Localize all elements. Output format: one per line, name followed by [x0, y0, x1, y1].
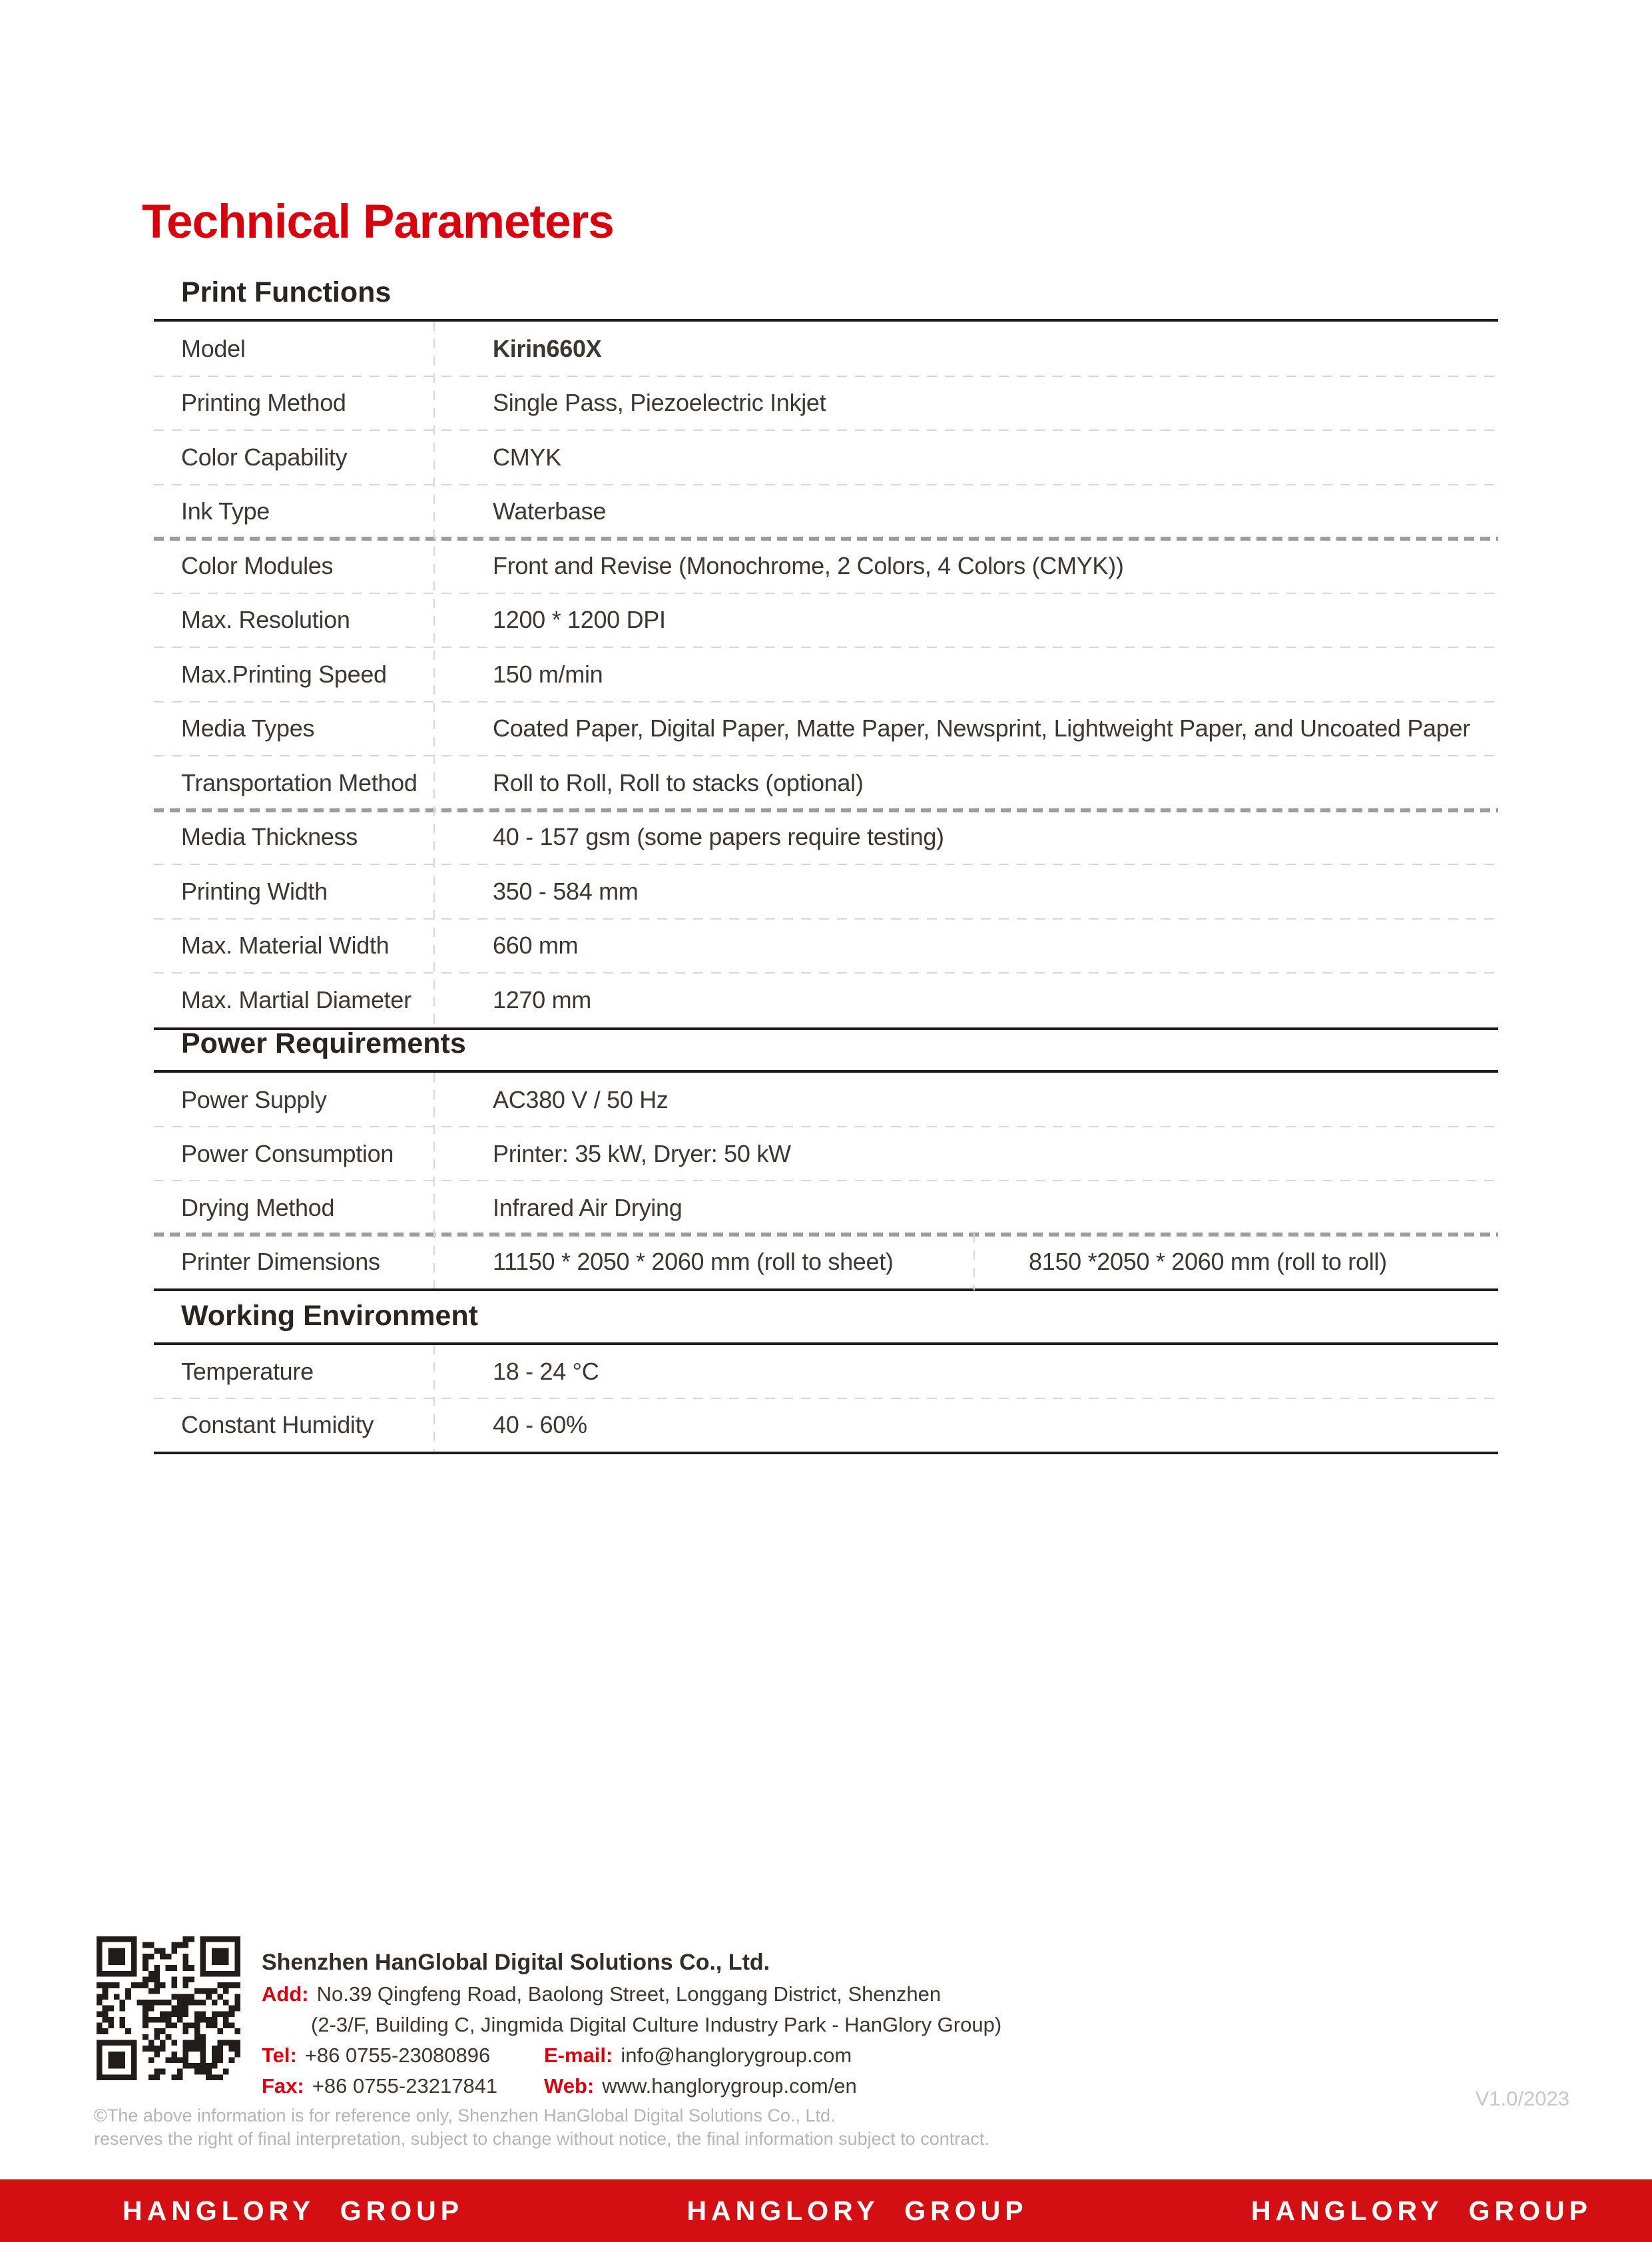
table-row [154, 810, 1498, 865]
fax-web-line [262, 2071, 1001, 2102]
address-text-2: (2-3/F, Building C, Jingmida Digital Culture Industry Park - HanGlory Group) [311, 2013, 1002, 2036]
spec-value [493, 823, 1498, 851]
tel-number: +86 0755-23080896 [304, 2044, 491, 2067]
spec-value-primary: 11150 * 2050 * 2060 mm (roll to sheet) [493, 1247, 894, 1275]
table-row [154, 1398, 1498, 1452]
spec-value [493, 932, 1498, 960]
address-line-2 [262, 2010, 1001, 2040]
spec-value-text: 18 - 24 °C [493, 1358, 599, 1385]
working-environment-table [154, 1342, 1498, 1454]
page-title: Technical Parameters [142, 196, 614, 248]
spec-value [493, 986, 1498, 1014]
spec-value-text: Roll to Roll, Roll to stacks (optional) [493, 768, 864, 796]
fax-label: Fax: [262, 2074, 304, 2098]
hanglory-group-logo: HANGLORY GROUP [123, 2195, 464, 2226]
section-heading-working-environment: Working Environment [181, 1300, 478, 1332]
email-label: E-mail: [544, 2044, 613, 2067]
spec-value-text: 150 m/min [493, 660, 603, 688]
spec-value [493, 1248, 1498, 1276]
table-row [154, 1181, 1498, 1235]
hanglory-group-logo: HANGLORY GROUP [687, 2195, 1028, 2226]
spec-value-text: Single Pass, Piezoelectric Inkjet [493, 389, 826, 417]
spec-value-text: 660 mm [493, 932, 579, 960]
table-row [154, 430, 1498, 485]
spec-value [493, 497, 1498, 525]
spec-value-text: 40 - 60% [493, 1411, 587, 1438]
fax-number: +86 0755-23217841 [312, 2074, 498, 2098]
spec-label: Constant Humidity [181, 1411, 374, 1438]
spec-value [493, 769, 1498, 797]
spec-value [493, 714, 1498, 742]
table-row [154, 1073, 1498, 1127]
spec-value [493, 335, 1498, 363]
spec-label: Max. Martial Diameter [181, 985, 412, 1013]
spec-label: Max.Printing Speed [181, 660, 387, 688]
spec-value [493, 1411, 1498, 1439]
tel-group [262, 2040, 544, 2071]
section-heading-power-requirements: Power Requirements [181, 1027, 466, 1059]
spec-value [493, 878, 1498, 906]
disclaimer-line-1: ©The above information is for reference only, Shenzhen HanGlobal Digital Solutions Co., Ltd. [94, 2105, 836, 2125]
table-row [154, 1235, 1498, 1288]
spec-value-text: Front and Revise (Monochrome, 2 Colors, 4 Colors (CMYK)) [493, 551, 1124, 579]
spec-label: Max. Resolution [181, 606, 350, 634]
disclaimer-text [94, 2104, 989, 2151]
table-row [154, 973, 1498, 1027]
spec-value [493, 661, 1498, 689]
spec-value-secondary: 8150 *2050 * 2060 mm (roll to roll) [1029, 1247, 1387, 1275]
table-row [154, 1127, 1498, 1181]
section-heading-print-functions: Print Functions [181, 276, 392, 308]
table-row [154, 322, 1498, 376]
disclaimer-line-2: reserves the right of final interpretation, subject to change without notice, the final information subject to contract. [94, 2129, 989, 2149]
spec-value-text: 1270 mm [493, 985, 591, 1013]
spec-value [493, 1194, 1498, 1222]
spec-label: Printer Dimensions [181, 1247, 380, 1275]
tel-email-line [262, 2040, 1001, 2071]
spec-value-text: Waterbase [493, 497, 607, 525]
spec-value-text: Kirin660X [493, 334, 602, 362]
spec-value-text: 350 - 584 mm [493, 877, 639, 905]
table-row [154, 1345, 1498, 1398]
spec-label: Printing Width [181, 877, 328, 905]
qr-code-icon [97, 1936, 240, 2080]
table-row [154, 539, 1498, 593]
table-row [154, 702, 1498, 756]
spec-value-text: 40 - 157 gsm (some papers require testing) [493, 823, 944, 851]
spec-label: Max. Material Width [181, 932, 390, 960]
spec-value-text: CMYK [493, 443, 561, 471]
spec-label: Drying Method [181, 1193, 335, 1221]
table-row [154, 919, 1498, 974]
spec-label: Color Modules [181, 551, 334, 579]
table-row [154, 756, 1498, 810]
spec-value-text: Printer: 35 kW, Dryer: 50 kW [493, 1139, 791, 1167]
spec-label: Model [181, 334, 246, 362]
spec-value-text: 1200 * 1200 DPI [493, 606, 666, 634]
spec-label: Transportation Method [181, 768, 417, 796]
tel-label: Tel: [262, 2044, 297, 2067]
spec-label: Power Supply [181, 1085, 327, 1113]
bottom-brand-bar [0, 2179, 1652, 2242]
footer-contact-block [262, 1946, 1001, 2102]
company-name: Shenzhen HanGlobal Digital Solutions Co., Ltd. [262, 1950, 770, 1975]
web-label: Web: [544, 2074, 595, 2098]
spec-value [493, 1358, 1498, 1386]
spec-value-text: AC380 V / 50 Hz [493, 1085, 669, 1113]
print-functions-table [154, 319, 1498, 1030]
table-row [154, 593, 1498, 648]
spec-value-text: Coated Paper, Digital Paper, Matte Paper, Newsprint, Lightweight Paper, and Uncoated Paper [493, 714, 1470, 742]
email-address: info@hanglorygroup.com [621, 2044, 852, 2067]
spec-label: Media Thickness [181, 823, 358, 851]
spec-label: Printing Method [181, 389, 346, 417]
spec-value [493, 1086, 1498, 1114]
version-label: V1.0/2023 [1475, 2087, 1569, 2110]
web-address: www.hanglorygroup.com/en [602, 2074, 857, 2098]
table-row [154, 647, 1498, 702]
spec-value [493, 389, 1498, 417]
spec-label: Color Capability [181, 443, 348, 471]
spec-label: Ink Type [181, 497, 270, 525]
spec-value [493, 552, 1498, 580]
address-label: Add: [262, 1982, 309, 2006]
spec-value-text: Infrared Air Drying [493, 1193, 683, 1221]
power-requirements-table [154, 1070, 1498, 1291]
spec-value [493, 443, 1498, 471]
column-divider [973, 1233, 975, 1290]
spec-label: Media Types [181, 714, 315, 742]
table-row [154, 376, 1498, 431]
spec-value [493, 606, 1498, 634]
spec-value [493, 1140, 1498, 1168]
address-text: No.39 Qingfeng Road, Baolong Street, Longgang District, Shenzhen [316, 1982, 942, 2006]
hanglory-group-logo: HANGLORY GROUP [1250, 2195, 1592, 2226]
spec-label: Temperature [181, 1358, 314, 1385]
address-line [262, 1979, 1001, 2010]
table-row [154, 864, 1498, 919]
spec-label: Power Consumption [181, 1139, 394, 1167]
table-row [154, 485, 1498, 539]
fax-group [262, 2071, 544, 2102]
